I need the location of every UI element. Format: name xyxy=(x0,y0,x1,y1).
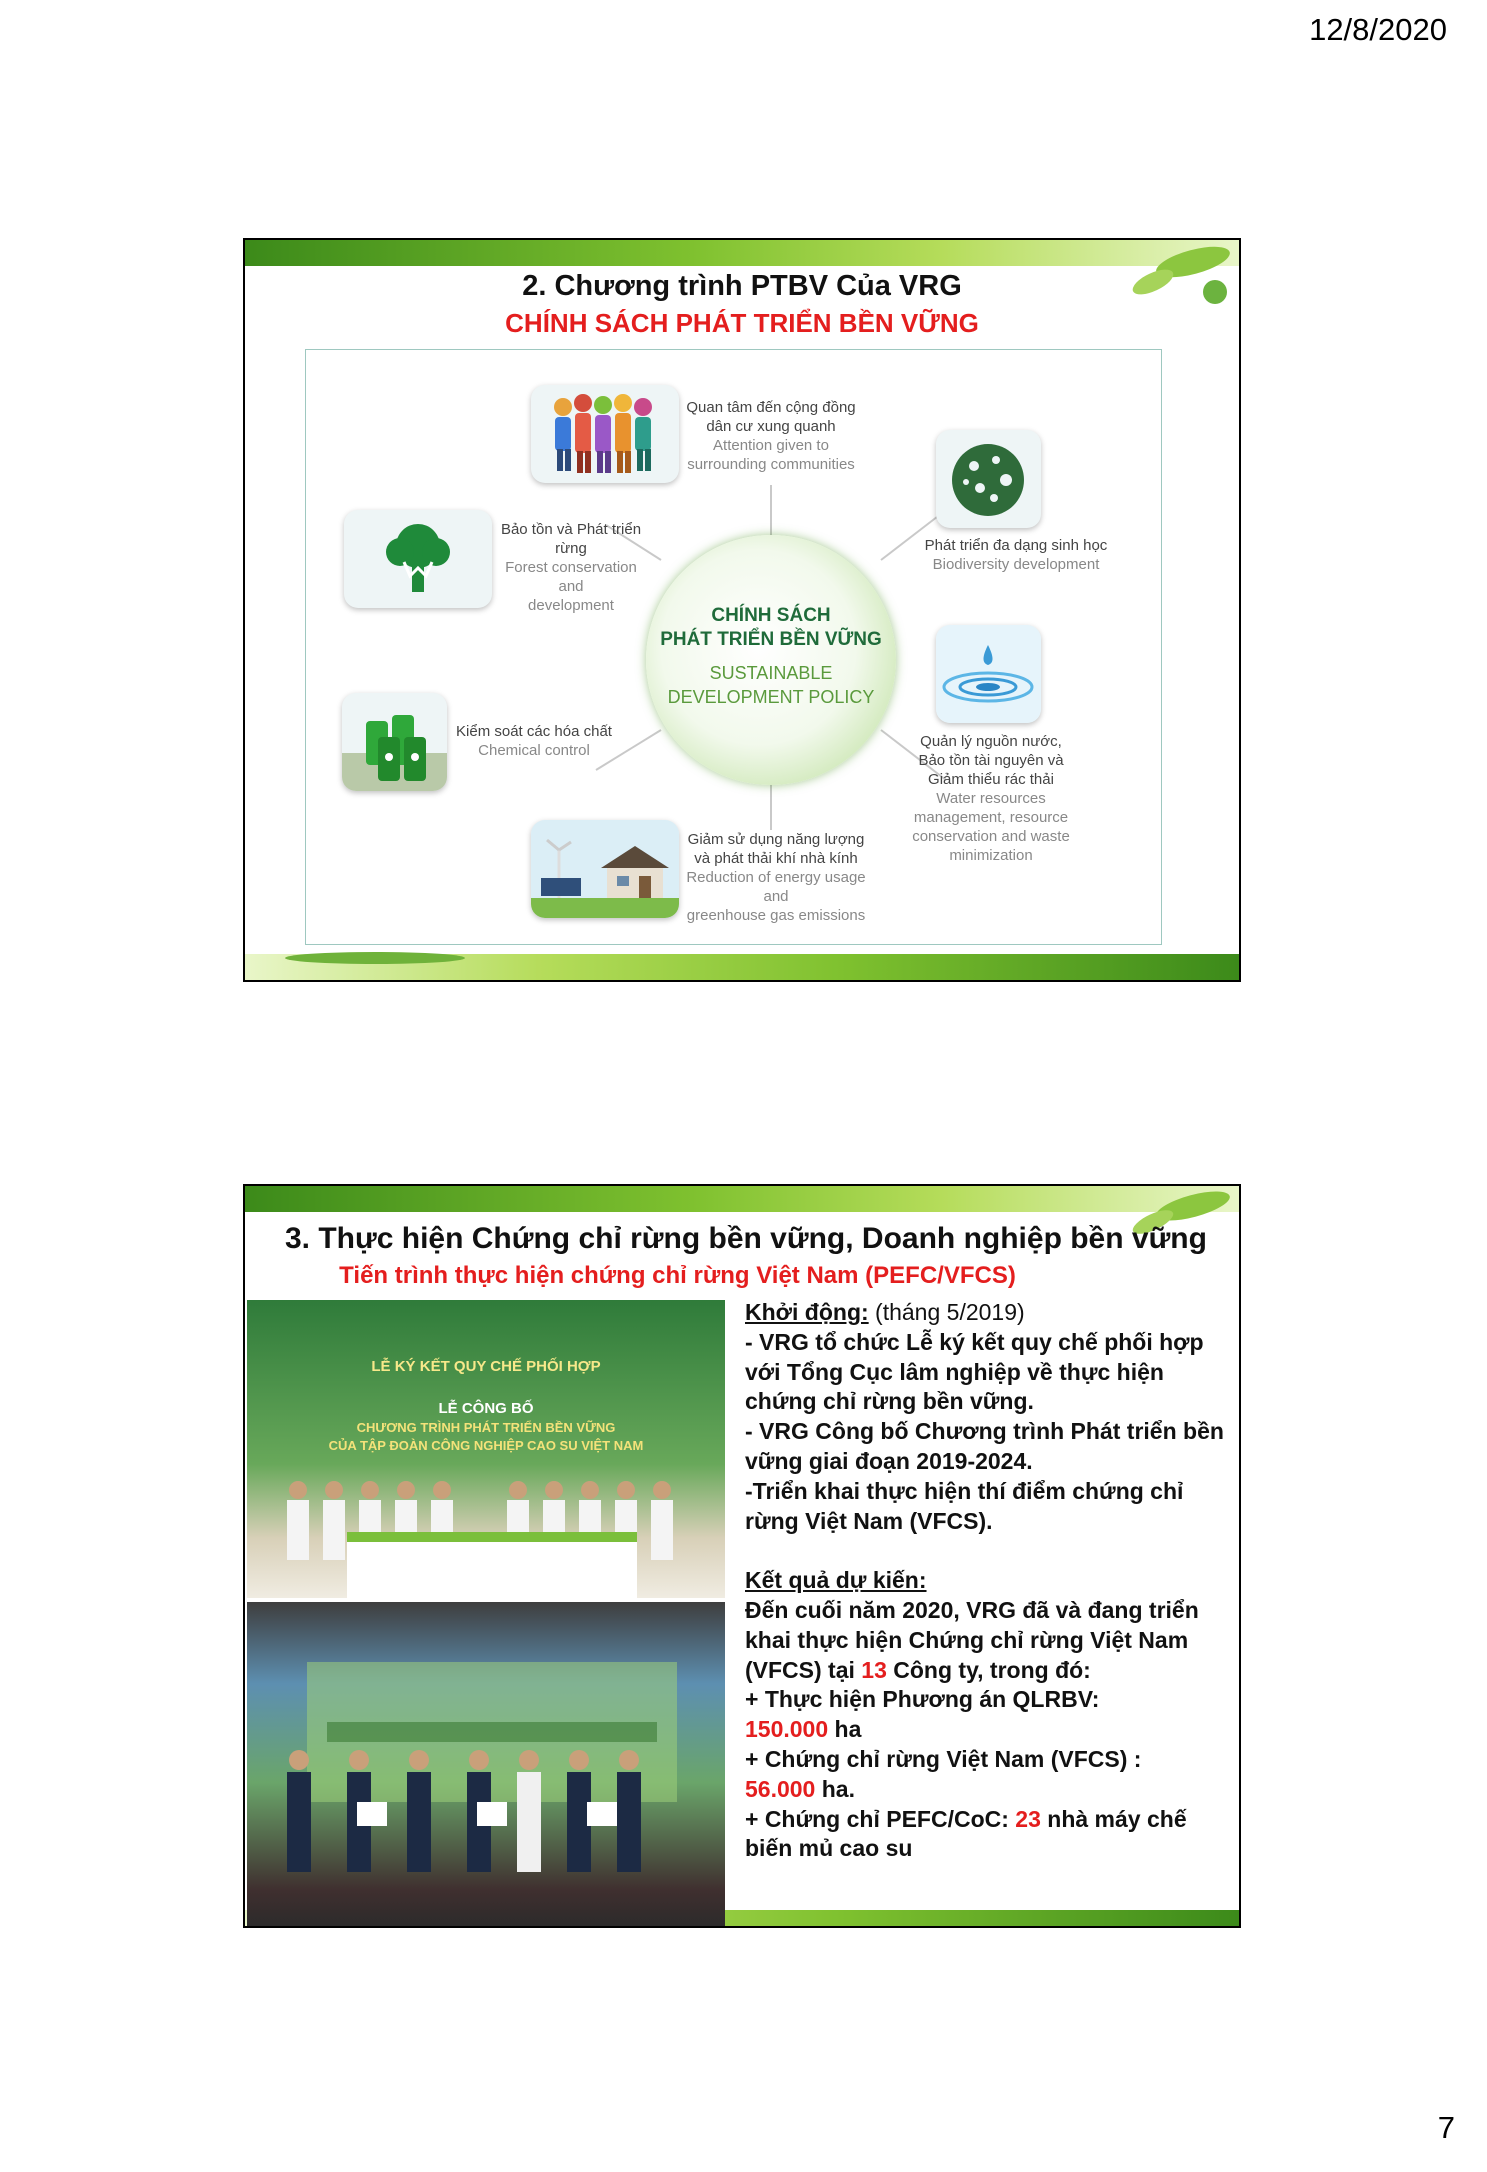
biodiversity-label: Phát triển đa dạng sinh học Biodiversity development xyxy=(924,537,1108,573)
energy-label: Giảm sử dụng năng lượng và phát thải khí nhà kính Reduction of energy usage and greenhouse gas emissions xyxy=(686,831,866,924)
policy-diagram xyxy=(305,349,1162,945)
stage-people-icon xyxy=(247,1602,725,1928)
ceremony-people-icon xyxy=(247,1460,725,1598)
water-image xyxy=(936,625,1041,723)
policy-globe: CHÍNH SÁCH PHÁT TRIỂN BỀN VỮNG SUSTAINABLE DEVELOPMENT POLICY xyxy=(646,535,896,785)
energy-image xyxy=(531,820,679,918)
chemical-label: Kiểm soát các hóa chất Chemical control xyxy=(456,723,612,759)
certification-details-text: Khởi động: (tháng 5/2019) - VRG tổ chức Lễ ký kết quy chế phối hợp với Tổng Cục lâm nghiệp về thực hiện chứng chỉ rừng bền vững. - VRG Công bố Chương trình Phát triển bền vững giai đoạn 2019-2024. -Triển khai thực hiện thí điểm chứng chỉ rừng Việt Nam (VFCS). Kết quả dự kiến: Đến cuối năm 2020, VRG đã và đang triển khai thực hiện Chứng chỉ rừng Việt Nam (VFCS) tại 13 Công ty, trong đó: + Thực hiện Phương án QLRBV: 150.000 ha + Chứng chỉ rừng Việt Nam (VFCS) : 56.000 ha. + Chứng chỉ PEFC/CoC: 23 nhà máy chế biến mủ cao su xyxy=(745,1299,1224,1862)
slide-subtitle: CHÍNH SÁCH PHÁT TRIỂN BỀN VỮNG xyxy=(505,308,979,338)
page-date: 12/8/2020 xyxy=(1309,12,1447,47)
forest-label: Bảo tồn và Phát triển rừng Forest conservation and development xyxy=(500,521,642,614)
slide-forest-certification xyxy=(243,1184,1241,1928)
slide-title: 3. Thực hiện Chứng chỉ rừng bền vững, Doanh nghiệp bền vững xyxy=(285,1222,1207,1255)
community-label: Quan tâm đến cộng đồng dân cư xung quanh Attention given to surrounding communities xyxy=(686,399,856,473)
water-drop-icon xyxy=(936,625,1041,723)
slide-sustainability-policy xyxy=(243,238,1241,982)
community-image xyxy=(531,385,679,483)
signing-ceremony-photo: LỄ KÝ KẾT QUY CHẾ PHỐI HỢP LỄ CÔNG BỐ CHƯƠNG TRÌNH PHÁT TRIỂN BỀN VỮNG CỦA TẬP ĐOÀN CÔNG NGHIỆP CAO SU VIỆT NAM xyxy=(247,1300,725,1598)
toxic-barrels-icon xyxy=(342,693,447,791)
solar-wind-house-icon xyxy=(531,820,679,918)
animals-globe-icon xyxy=(936,430,1041,528)
announcement-ceremony-photo xyxy=(247,1602,725,1928)
page-number: 7 xyxy=(1437,2110,1455,2145)
forest-image xyxy=(344,510,492,608)
biodiversity-image xyxy=(936,430,1041,528)
tree-hand-icon xyxy=(344,510,492,608)
water-label: Quản lý nguồn nước, Bảo tồn tài nguyên và Giảm thiểu rác thải Water resources management, resource conservation and waste minimization xyxy=(912,733,1070,864)
chemical-image xyxy=(342,693,447,791)
slide-title: 2. Chương trình PTBV Của VRG xyxy=(522,270,962,302)
slide-subtitle: Tiến trình thực hiện chứng chỉ rừng Việt Nam (PEFC/VFCS) xyxy=(339,1262,1016,1289)
